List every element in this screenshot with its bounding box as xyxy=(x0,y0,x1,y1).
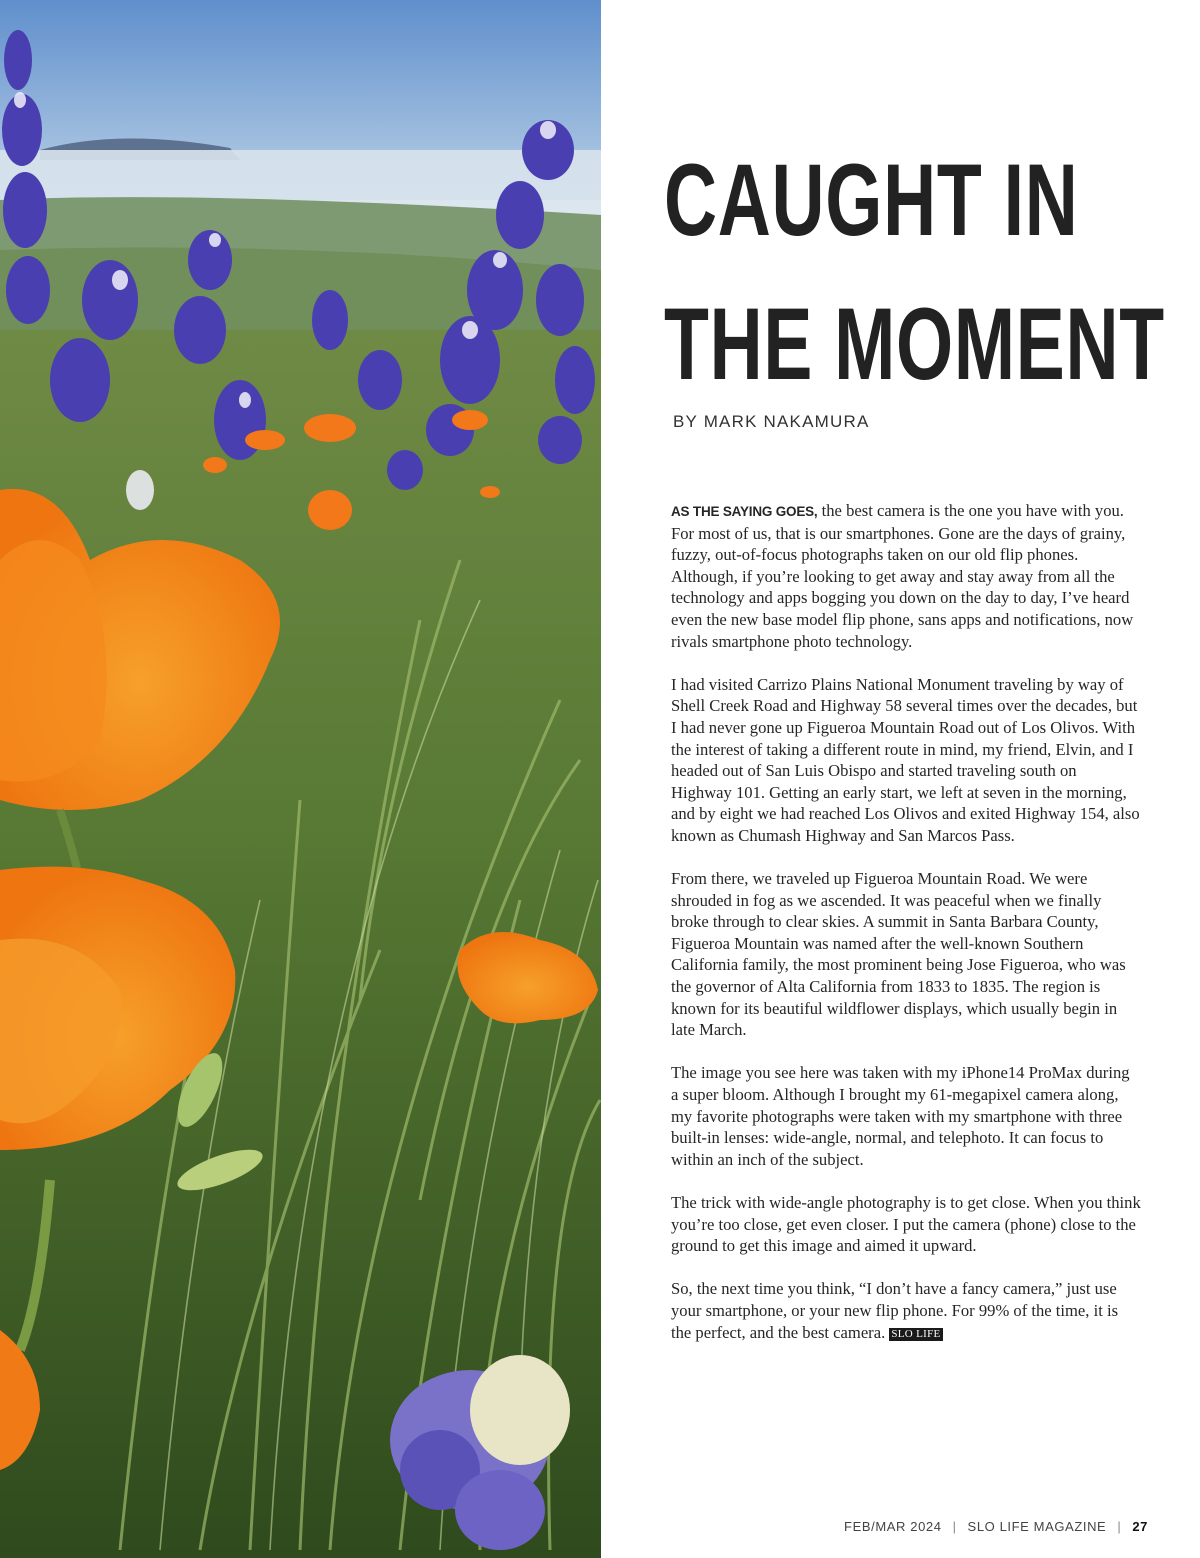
issue-date: FEB/MAR 2024 xyxy=(844,1519,942,1534)
paragraph-2: I had visited Carrizo Plains National Monument traveling by way of Shell Creek Road and Highway 58 several times over the decades, but I had never gone up Figueroa Mountain Road out of Los Olivos. With the interest of taking a different route in mind, my friend, Elvin, and I headed out of San Luis Obispo and started traveling south on Highway 101. Getting an early start, we left at seven in the morning, and by eight we had reached Los Olivos and exited Highway 154, also known as Chumash Highway and San Marcos Pass. xyxy=(671,674,1140,845)
headline xyxy=(664,128,1165,416)
headline-line-2: THE MOMENT xyxy=(664,287,1165,401)
magazine-name: SLO LIFE MAGAZINE xyxy=(967,1519,1107,1534)
paragraph-1 xyxy=(671,500,1141,652)
headline-line-1: CAUGHT IN xyxy=(664,143,1079,257)
footer-separator: | xyxy=(952,1519,957,1534)
article-body xyxy=(671,500,1141,1365)
lead-in: AS THE SAYING GOES, xyxy=(671,504,818,519)
paragraph-1-text: the best camera is the one you have with you. For most of us, that is our smartphones. Gone are the days of grainy, fuzzy, out-of-focus photographs taken on our old flip phones. Although, if you’re looking to get away and stay away from all the technology and apps bogging you down on the day to day, I’ve heard even the new base model flip phone, sans apps and notifications, now rivals smartphone photo technology. xyxy=(671,501,1134,651)
paragraph-6-text: So, the next time you think, “I don’t have a fancy camera,” just use your smartphone, or your new flip phone. For 99% of the time, it is the perfect, and the best camera. xyxy=(671,1279,1119,1342)
page-number: 27 xyxy=(1132,1519,1148,1534)
paragraph-6 xyxy=(671,1278,1141,1343)
paragraph-5: The trick with wide-angle photography is to get close. When you think you’re too close, get even closer. I put the camera (phone) close to the ground to get this image and aimed it upward. xyxy=(671,1193,1141,1256)
footer-separator: | xyxy=(1117,1519,1122,1534)
page-footer xyxy=(844,1519,1148,1534)
byline: BY MARK NAKAMURA xyxy=(673,412,870,431)
paragraph-4: The image you see here was taken with my iPhone14 ProMax during a super bloom. Although I brought my 61-megapixel camera along, my favorite photographs were taken with my smartphone with three built-in lenses: wide-angle, normal, and telephoto. It can focus to within an inch of the subject. xyxy=(671,1063,1130,1169)
end-mark: SLO LIFE xyxy=(891,1327,941,1340)
paragraph-3: From there, we traveled up Figueroa Mountain Road. We were shrouded in fog as we ascended. It was peaceful when we finally broke through to clear skies. A summit in Santa Barbara County, Figueroa Mountain was named after the well-known Southern California family, the most prominent being Jose Figueroa, who was the governor of Alta California from 1833 to 1835. The region is known for its beautiful wildflower displays, which usually begin in late March. xyxy=(671,869,1126,1040)
